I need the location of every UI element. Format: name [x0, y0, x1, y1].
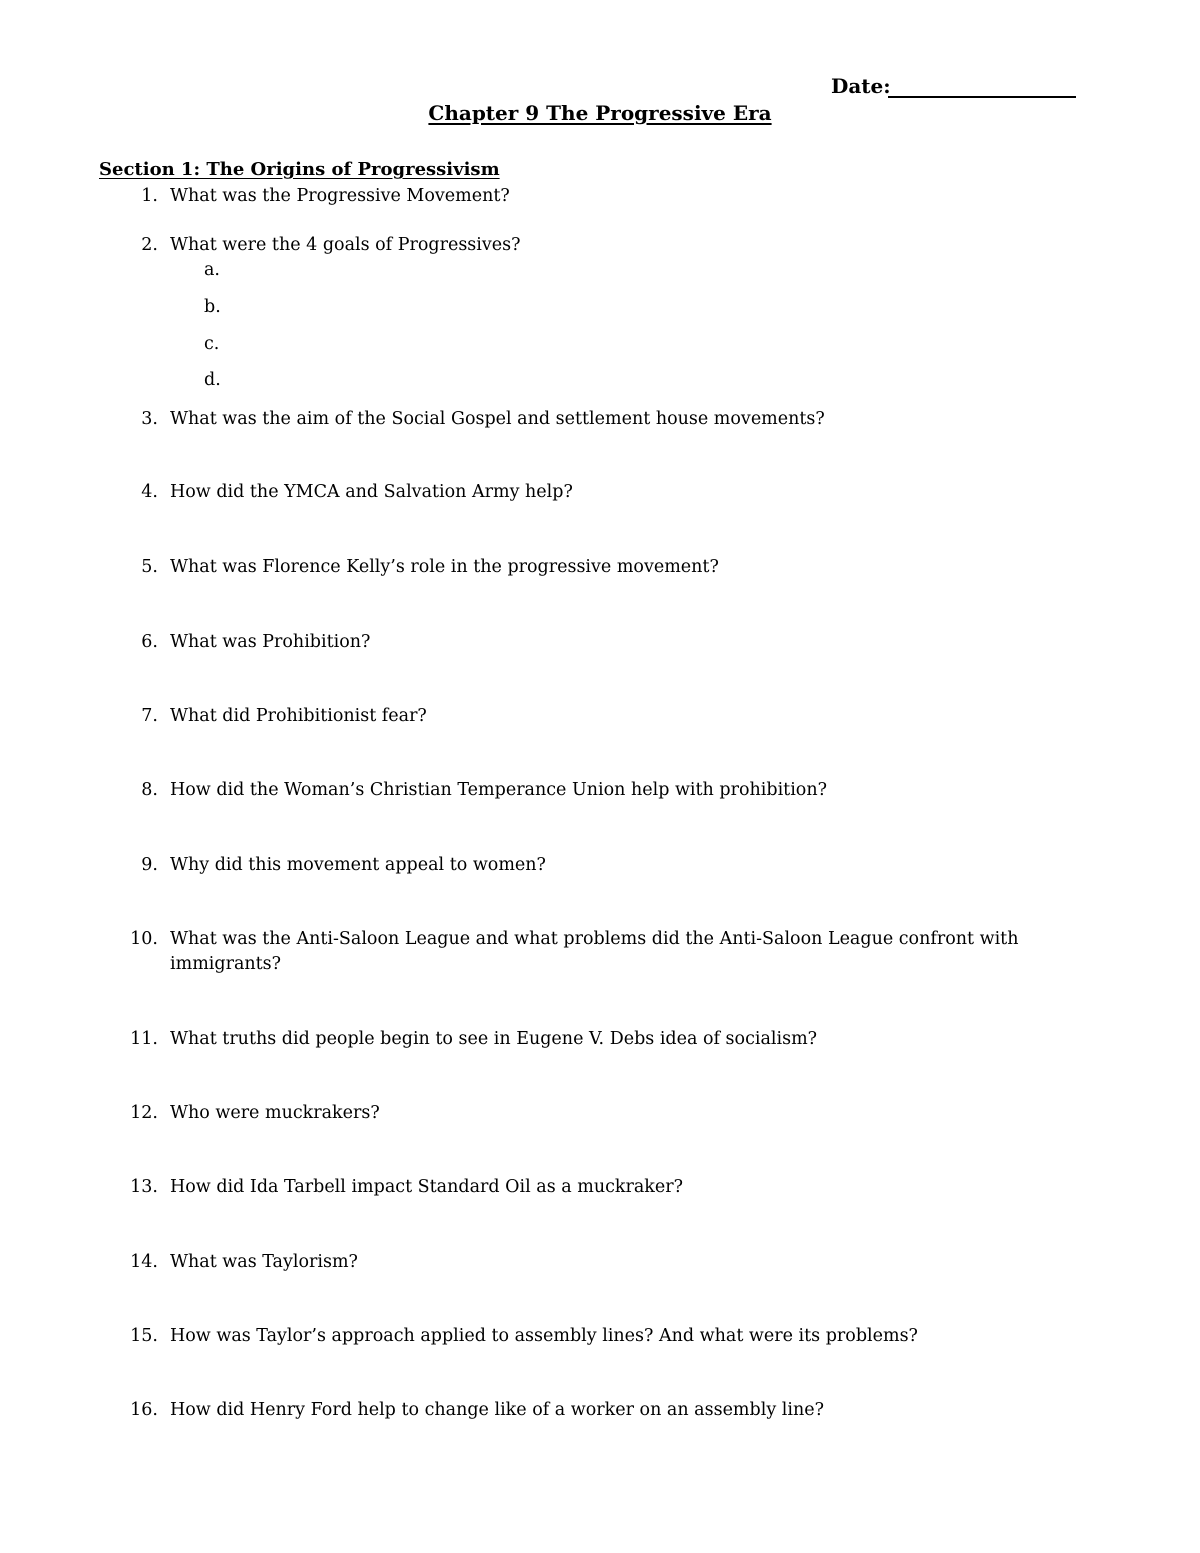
question-text: What were the 4 goals of Progressives? — [170, 235, 521, 255]
question-9 — [141, 853, 546, 878]
question-8 — [141, 778, 827, 803]
goal-c-label: c. — [204, 334, 220, 354]
question-number: 3. — [141, 409, 158, 429]
question-text: How did the Woman’s Christian Temperance Union help with prohibition? — [170, 780, 827, 800]
question-5 — [141, 555, 719, 580]
question-text: What was Taylorism? — [170, 1252, 358, 1272]
question-number: 5. — [141, 557, 158, 577]
question-6 — [141, 630, 371, 655]
question-number: 15. — [130, 1326, 158, 1346]
question-7 — [141, 704, 427, 729]
question-text: What was the Anti-Saloon League and what problems did the Anti-Saloon League confront with immigrants? — [170, 929, 1019, 974]
question-2 — [141, 233, 521, 258]
question-text: What was the Progressive Movement? — [170, 186, 510, 206]
question-text: How did the YMCA and Salvation Army help? — [170, 482, 573, 502]
question-number: 4. — [141, 482, 158, 502]
question-text: Why did this movement appeal to women? — [170, 855, 546, 875]
question-1 — [141, 184, 510, 209]
question-15 — [130, 1324, 918, 1349]
date-label: Date: — [831, 74, 891, 98]
question-number: 6. — [141, 632, 158, 652]
question-text: What was Florence Kelly’s role in the progressive movement? — [170, 557, 719, 577]
question-number: 16. — [130, 1400, 158, 1420]
goal-d-label: d. — [204, 370, 221, 390]
goal-a-label: a. — [204, 260, 220, 280]
question-number: 9. — [141, 855, 158, 875]
question-16 — [130, 1398, 824, 1423]
question-number: 12. — [130, 1103, 158, 1123]
question-10 — [130, 927, 1030, 977]
page-title: Chapter 9 The Progressive Era — [428, 101, 772, 125]
question-text: How was Taylor’s approach applied to assembly lines? And what were its problems? — [170, 1326, 918, 1346]
question-number: 11. — [130, 1029, 158, 1049]
goal-b-label: b. — [204, 297, 221, 317]
question-number: 10. — [130, 929, 158, 949]
question-number: 14. — [130, 1252, 158, 1272]
question-number: 8. — [141, 780, 158, 800]
question-14 — [130, 1250, 358, 1275]
question-number: 13. — [130, 1177, 158, 1197]
question-text: Who were muckrakers? — [170, 1103, 380, 1123]
section-heading: Section 1: The Origins of Progressivism — [99, 159, 500, 180]
question-text: What was Prohibition? — [170, 632, 371, 652]
question-text: What truths did people begin to see in Eugene V. Debs idea of socialism? — [170, 1029, 818, 1049]
question-13 — [130, 1175, 684, 1200]
question-text: How did Ida Tarbell impact Standard Oil as a muckraker? — [170, 1177, 684, 1197]
question-3 — [141, 407, 825, 432]
date-blank-line — [888, 96, 1076, 98]
question-number: 7. — [141, 706, 158, 726]
question-number: 1. — [141, 186, 158, 206]
question-11 — [130, 1027, 818, 1052]
question-4 — [141, 480, 573, 505]
question-text: What was the aim of the Social Gospel and settlement house movements? — [170, 409, 825, 429]
question-text: What did Prohibitionist fear? — [170, 706, 427, 726]
question-number: 2. — [141, 235, 158, 255]
question-text: How did Henry Ford help to change like of a worker on an assembly line? — [170, 1400, 824, 1420]
question-12 — [130, 1101, 380, 1126]
